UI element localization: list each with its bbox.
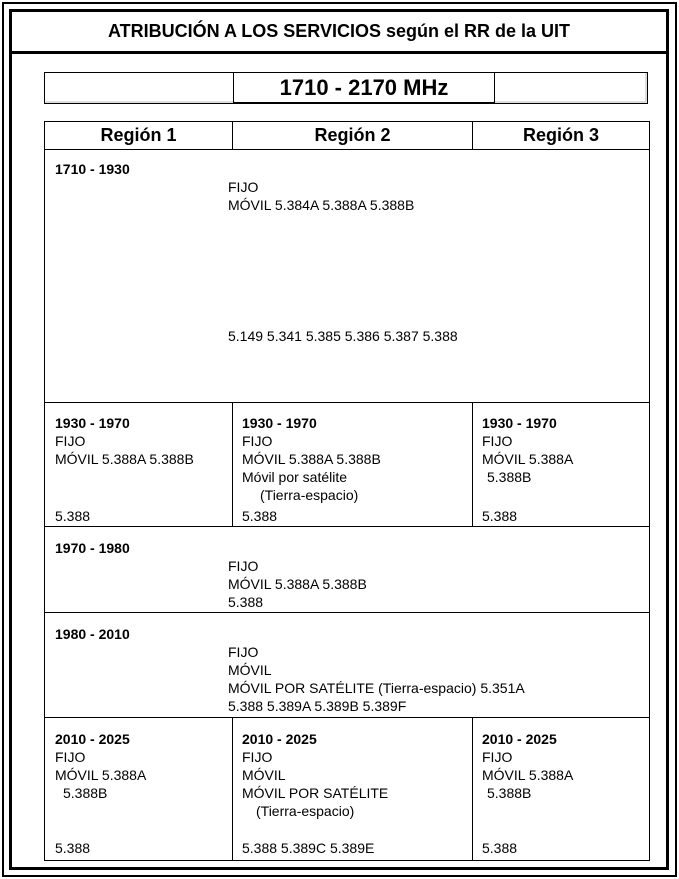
service-line: (Tierra-espacio) xyxy=(256,803,355,819)
service-line: MÓVIL POR SATÉLITE xyxy=(242,785,389,801)
allocation-cell-1970 xyxy=(45,527,650,613)
frequency-range: 1930 - 1970 xyxy=(55,415,130,431)
band-header xyxy=(44,72,648,104)
service-line: (Tierra-espacio) xyxy=(260,487,359,503)
footnote: 5.388 5.389A 5.389B 5.389F xyxy=(228,698,407,714)
service-line: MÓVIL 5.388A xyxy=(482,451,574,467)
service-line: FIJO xyxy=(55,749,86,765)
footnote: 5.388 xyxy=(228,594,264,610)
frequency-range: 2010 - 2025 xyxy=(482,731,557,747)
band-title: 1710 - 2170 MHz xyxy=(233,73,495,103)
frequency-range: 1710 - 1930 xyxy=(55,161,130,177)
allocation-cell-1930-region-2 xyxy=(233,403,473,527)
service-line: FIJO xyxy=(228,644,259,660)
service-line: MÓVIL xyxy=(228,662,272,678)
service-line: FIJO xyxy=(482,433,513,449)
region-3-header: Región 3 xyxy=(473,122,650,150)
service-line: 5.388B xyxy=(487,785,532,801)
service-line: MÓVIL 5.388A xyxy=(55,767,147,783)
service-line: FIJO xyxy=(55,433,86,449)
service-line: MÓVIL POR SATÉLITE (Tierra-espacio) 5.351A xyxy=(228,680,525,696)
document-title: ATRIBUCIÓN A LOS SERVICIOS según el RR de la UIT xyxy=(12,12,666,54)
service-line: Móvil por satélite xyxy=(242,469,348,485)
footnote: 5.388 xyxy=(482,840,518,856)
frequency-range: 1930 - 1970 xyxy=(242,415,317,431)
service-line: FIJO xyxy=(228,558,259,574)
service-line: FIJO xyxy=(242,749,273,765)
service-line: MÓVIL 5.384A 5.388A 5.388B xyxy=(228,197,415,213)
table-row xyxy=(45,150,650,403)
frequency-range: 1930 - 1970 xyxy=(482,415,557,431)
region-2-header: Región 2 xyxy=(233,122,473,150)
service-line: FIJO xyxy=(482,749,513,765)
frequency-range: 1970 - 1980 xyxy=(55,540,130,556)
allocation-cell-2010-region-3 xyxy=(473,718,650,861)
allocation-cell-2010-region-1 xyxy=(45,718,233,861)
table-row xyxy=(45,613,650,718)
footnote: 5.388 xyxy=(482,508,518,524)
service-line: MÓVIL 5.388A 5.388B xyxy=(228,576,367,592)
table-row xyxy=(45,527,650,613)
footnote: 5.388 xyxy=(242,508,278,524)
allocation-cell-2010-region-2 xyxy=(233,718,473,861)
frequency-range: 1980 - 2010 xyxy=(55,626,130,642)
allocation-cell-1930-region-3 xyxy=(473,403,650,527)
footnote: 5.388 xyxy=(55,508,91,524)
service-line: MÓVIL 5.388A xyxy=(482,767,574,783)
footnote: 5.149 5.341 5.385 5.386 5.387 5.388 xyxy=(228,328,458,344)
frequency-range: 2010 - 2025 xyxy=(242,731,317,747)
allocation-cell-1930-region-1 xyxy=(45,403,233,527)
service-line: FIJO xyxy=(228,179,259,195)
table-row xyxy=(45,403,650,527)
region-header-row xyxy=(45,122,650,150)
footnote: 5.388 xyxy=(55,840,91,856)
table-row xyxy=(45,718,650,861)
service-line: MÓVIL xyxy=(242,767,286,783)
service-line: FIJO xyxy=(242,433,273,449)
allocation-table xyxy=(44,121,650,861)
service-line: MÓVIL 5.388A 5.388B xyxy=(55,451,194,467)
footnote: 5.388 5.389C 5.389E xyxy=(242,840,375,856)
allocation-cell-1980 xyxy=(45,613,650,718)
service-line: 5.388B xyxy=(63,785,108,801)
frequency-range: 2010 - 2025 xyxy=(55,731,130,747)
region-1-header: Región 1 xyxy=(45,122,233,150)
allocation-cell-1710 xyxy=(45,150,650,403)
service-line: 5.388B xyxy=(487,469,532,485)
service-line: MÓVIL 5.388A 5.388B xyxy=(242,451,381,467)
